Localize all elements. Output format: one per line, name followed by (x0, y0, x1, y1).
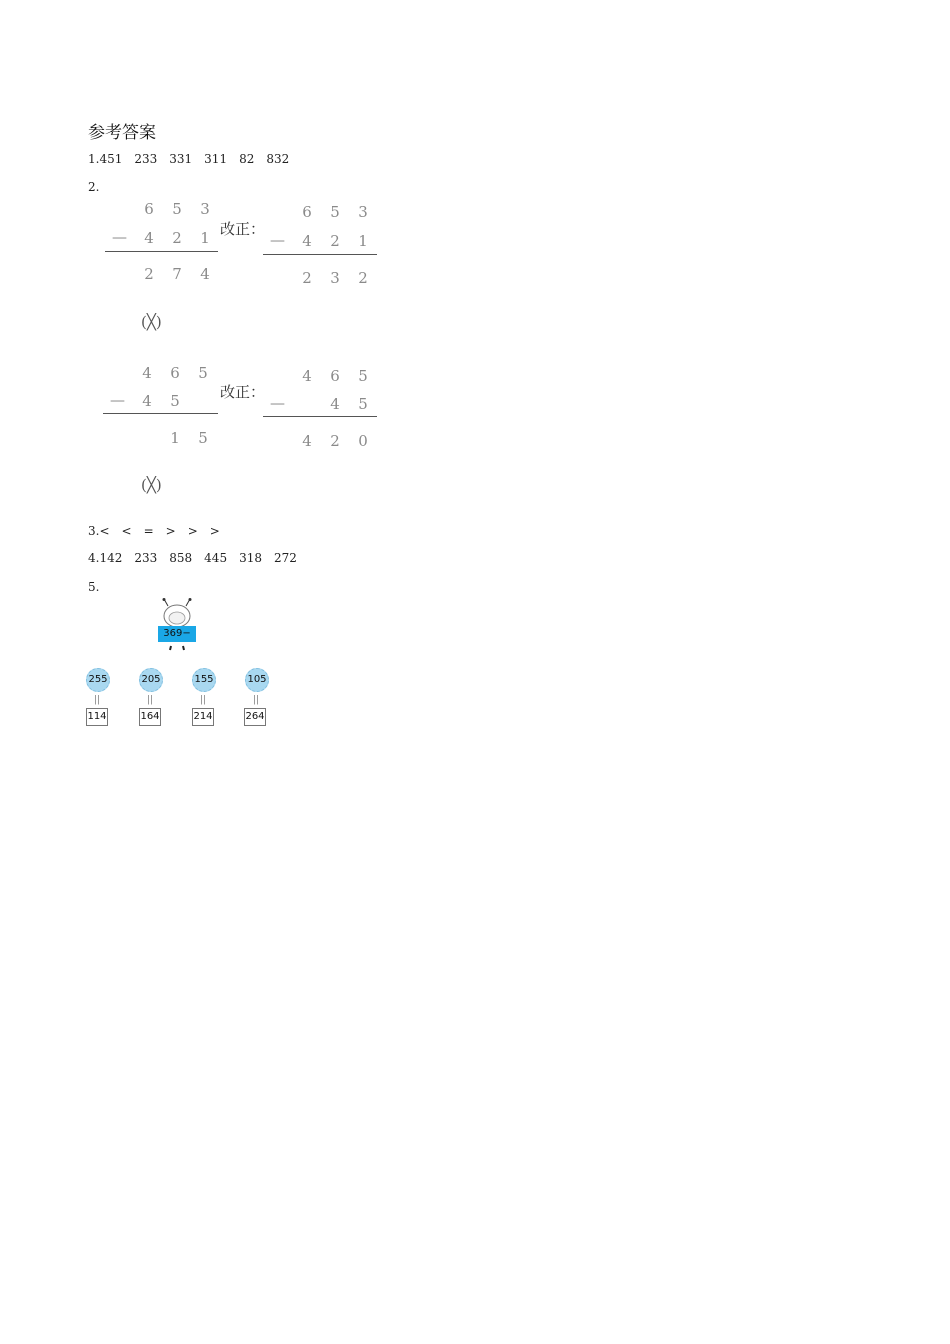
robot-sign: 369− (158, 626, 196, 642)
equals-mark: || (200, 695, 207, 705)
q4-label: 4. (88, 551, 100, 565)
digit: 2 (358, 269, 368, 287)
digit: 0 (358, 432, 368, 450)
correction-label: 改正： (220, 383, 266, 401)
digit: 5 (172, 200, 182, 218)
q3-answer: > (165, 524, 176, 538)
result-line (103, 413, 218, 414)
equals-mark: || (94, 695, 101, 705)
digit: 6 (144, 200, 154, 218)
digit: 6 (330, 367, 340, 385)
q5-label: 5. (88, 580, 100, 594)
q1-answer: 233 (134, 152, 158, 166)
digit: 6 (302, 203, 312, 221)
digit: 7 (172, 265, 182, 283)
answer-box: 114 (86, 708, 108, 726)
q4-answer: 318 (239, 551, 262, 565)
q4-answer: 858 (169, 551, 193, 565)
number-bubble: 255 (86, 668, 110, 692)
q1-answer: 311 (204, 152, 228, 166)
minus-sign: — (270, 231, 285, 249)
digit: 5 (358, 367, 368, 385)
digit: 1 (358, 232, 368, 250)
number-bubble: 155 (192, 668, 216, 692)
minus-sign: — (112, 228, 127, 246)
digit: 4 (302, 232, 312, 250)
digit: 2 (302, 269, 312, 287)
q3-answer: < (121, 524, 132, 538)
q3-answer: = (143, 524, 154, 538)
digit: 4 (302, 432, 312, 450)
q3-answer: > (187, 524, 198, 538)
digit: 4 (302, 367, 312, 385)
answer-3 (88, 524, 232, 538)
wrong-mark: (╳) (141, 476, 162, 494)
digit: 3 (358, 203, 368, 221)
answer-1 (88, 152, 301, 166)
minus-sign: — (270, 394, 285, 412)
digit: 5 (358, 395, 368, 413)
q1-answer: 331 (169, 152, 193, 166)
q3-label: 3. (88, 524, 100, 538)
digit: 4 (330, 395, 340, 413)
q3-answer: < (99, 524, 110, 538)
digit: 2 (144, 265, 154, 283)
result-line (263, 416, 377, 417)
result-line (263, 254, 377, 255)
q4-answer: 445 (204, 551, 228, 565)
correction-label: 改正： (220, 220, 266, 238)
equals-mark: || (147, 695, 154, 705)
q3-answer: > (209, 524, 220, 538)
q4-answer: 272 (273, 551, 297, 565)
q2-label: 2. (88, 180, 100, 194)
digit: 4 (142, 392, 152, 410)
answer-box: 214 (192, 708, 214, 726)
q4-answer: 142 (99, 551, 123, 565)
equals-mark: || (253, 695, 260, 705)
digit: 2 (172, 229, 182, 247)
digit: 5 (170, 392, 180, 410)
answer-4 (88, 551, 309, 565)
robot-icon (155, 598, 201, 652)
q4-answer: 233 (134, 551, 158, 565)
q1-answer: 82 (239, 152, 255, 166)
digit: 5 (198, 429, 208, 447)
wrong-mark: (╳) (141, 313, 162, 331)
minus-sign: — (110, 391, 125, 409)
answer-box: 264 (244, 708, 266, 726)
number-bubble: 205 (139, 668, 163, 692)
digit: 5 (330, 203, 340, 221)
digit: 5 (198, 364, 208, 382)
number-bubble: 105 (245, 668, 269, 692)
digit: 4 (200, 265, 210, 283)
answer-box: 164 (139, 708, 161, 726)
q1-answer: 832 (266, 152, 290, 166)
digit: 3 (330, 269, 340, 287)
digit: 4 (144, 229, 154, 247)
result-line (105, 251, 218, 252)
digit: 6 (170, 364, 180, 382)
digit: 1 (170, 429, 180, 447)
digit: 3 (200, 200, 210, 218)
q1-answer: 451 (99, 152, 123, 166)
digit: 1 (200, 229, 210, 247)
page-title: 参考答案 (88, 123, 156, 143)
digit: 4 (142, 364, 152, 382)
digit: 2 (330, 232, 340, 250)
q1-label: 1. (88, 152, 100, 166)
digit: 2 (330, 432, 340, 450)
